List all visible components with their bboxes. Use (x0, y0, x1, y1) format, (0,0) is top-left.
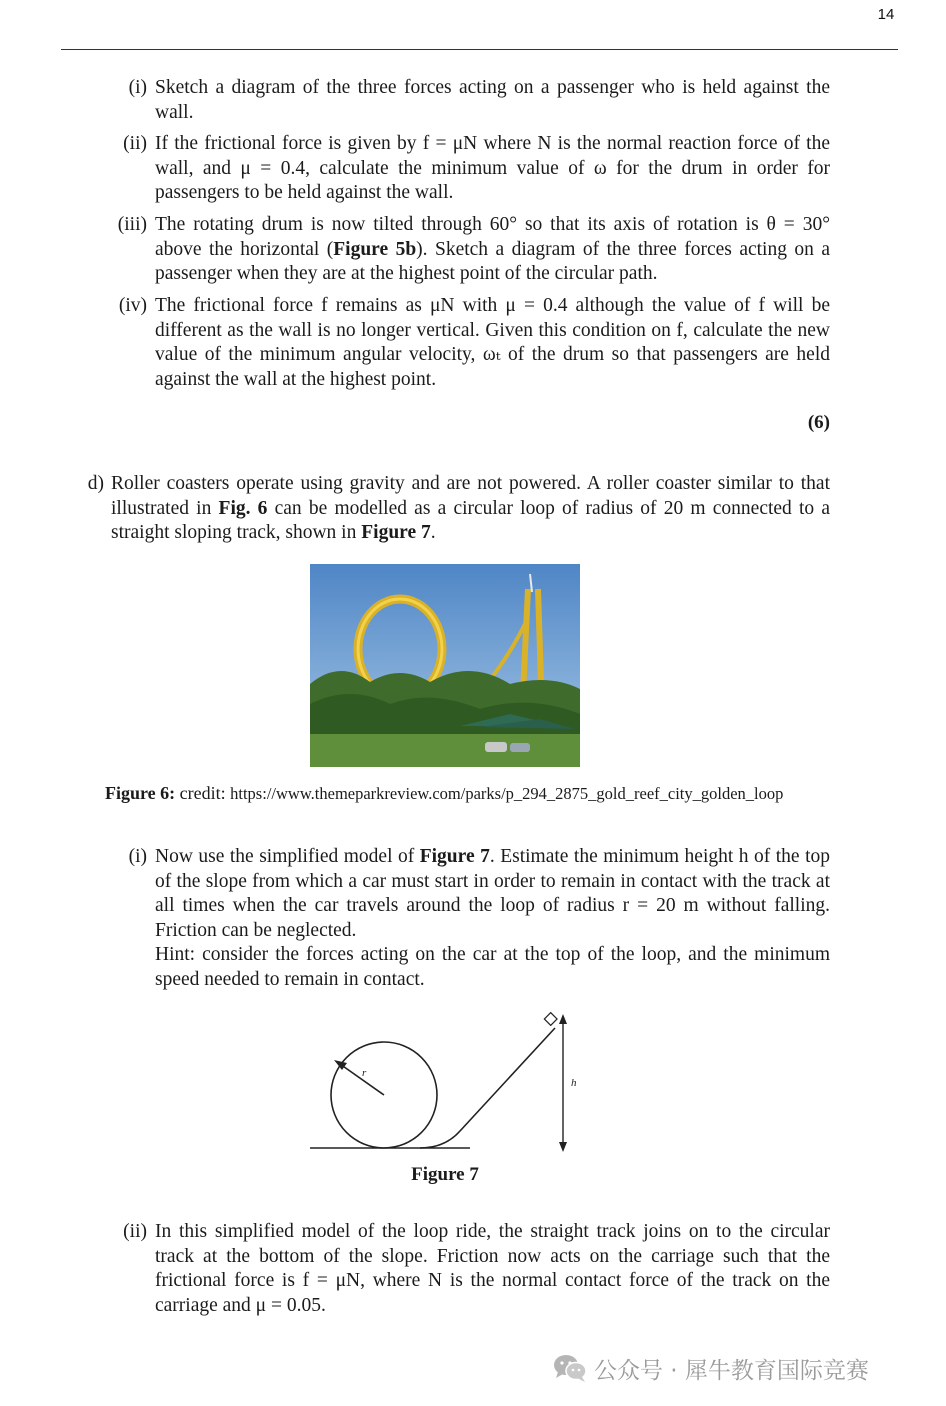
hint-text: Hint: consider the forces acting on the car at the top of the loop, and the minimum speed needed to remain in contact. (155, 944, 830, 990)
credit-url: https://www.themeparkreview.com/parks/p_294_2875_gold_reef_city_golden_loop (230, 784, 784, 803)
item-text: If the frictional force is given by f = μN where N is the normal reaction force of the wall, and μ = 0.4, calculate the minimum value of ω for the drum in order for passengers to be held against the wall. (155, 133, 830, 203)
figure-label: Figure 6: (105, 783, 176, 803)
question-c-ii (100, 132, 830, 206)
figure-7-diagram (300, 1006, 600, 1166)
item-text: Roller coasters operate using gravity and are not powered. A roller coaster similar to that illustrated in Fig. 6 can be modelled as a circular loop of radius of 20 m connected to a straight sloping track, shown in Figure 7. (111, 473, 830, 543)
item-text: Now use the simplified model of Figure 7. Estimate the minimum height h of the top of the slope from which a car must start in order to remain in contact with the track at all times when the car travels around the loop of radius r = 20 m without falling. Friction can be neglected. (155, 846, 830, 941)
radius-label: r (362, 1067, 367, 1079)
item-text: The frictional force f remains as μN with μ = 0.4 although the value of f will be different as the wall is no longer vertical. Given this condition on f, calculate the new value of the minimum angular velocity, ωₜ of the drum so that passengers are held against the wall at the highest point. (155, 295, 830, 390)
question-c-iii (100, 213, 830, 287)
question-c-iv (100, 294, 830, 394)
item-number: (i) (128, 77, 147, 98)
figure-ref: Figure 5b (333, 238, 417, 260)
item-number: (iii) (117, 214, 147, 235)
item-text: In this simplified model of the loop ride, the straight track joins on to the circular track at the bottom of the slope. Friction now acts on the carriage such that the frictional force is f = μN, where N is the normal contact force of the track on the carriage and μ = 0.05. (155, 1221, 830, 1316)
marks-total: (6) (807, 412, 830, 433)
item-text: The rotating drum is now tilted through 60° so that its axis of rotation is θ = 30° above the horizontal (Figure 5b). Sketch a diagram of the three forces acting on a passenger when they are at the highest point of the circular path. (155, 214, 830, 284)
figure-7-caption: Figure 7 (411, 1164, 479, 1185)
watermark-text: 公众号 · 犀牛教育国际竞赛 (594, 1357, 869, 1384)
item-number: (iv) (118, 295, 147, 316)
header-rule (61, 49, 898, 50)
wechat-icon (552, 1352, 588, 1384)
credit-label: credit: (179, 783, 226, 803)
page-number: 14 (877, 6, 895, 23)
figure-6-caption (105, 783, 865, 804)
question-c-i (100, 76, 830, 126)
watermark (552, 1348, 932, 1388)
item-number: (i) (128, 846, 147, 867)
item-text: Sketch a diagram of the three forces acting on a passenger who is held against the wall. (155, 77, 830, 123)
item-number: d) (87, 473, 104, 494)
question-d-ii (100, 1220, 830, 1320)
roller-coaster-photo (310, 564, 580, 767)
item-number: (ii) (123, 1221, 147, 1242)
item-number: (ii) (123, 133, 147, 154)
question-d (80, 472, 830, 547)
height-label: h (571, 1077, 577, 1089)
question-d-i (100, 845, 830, 995)
